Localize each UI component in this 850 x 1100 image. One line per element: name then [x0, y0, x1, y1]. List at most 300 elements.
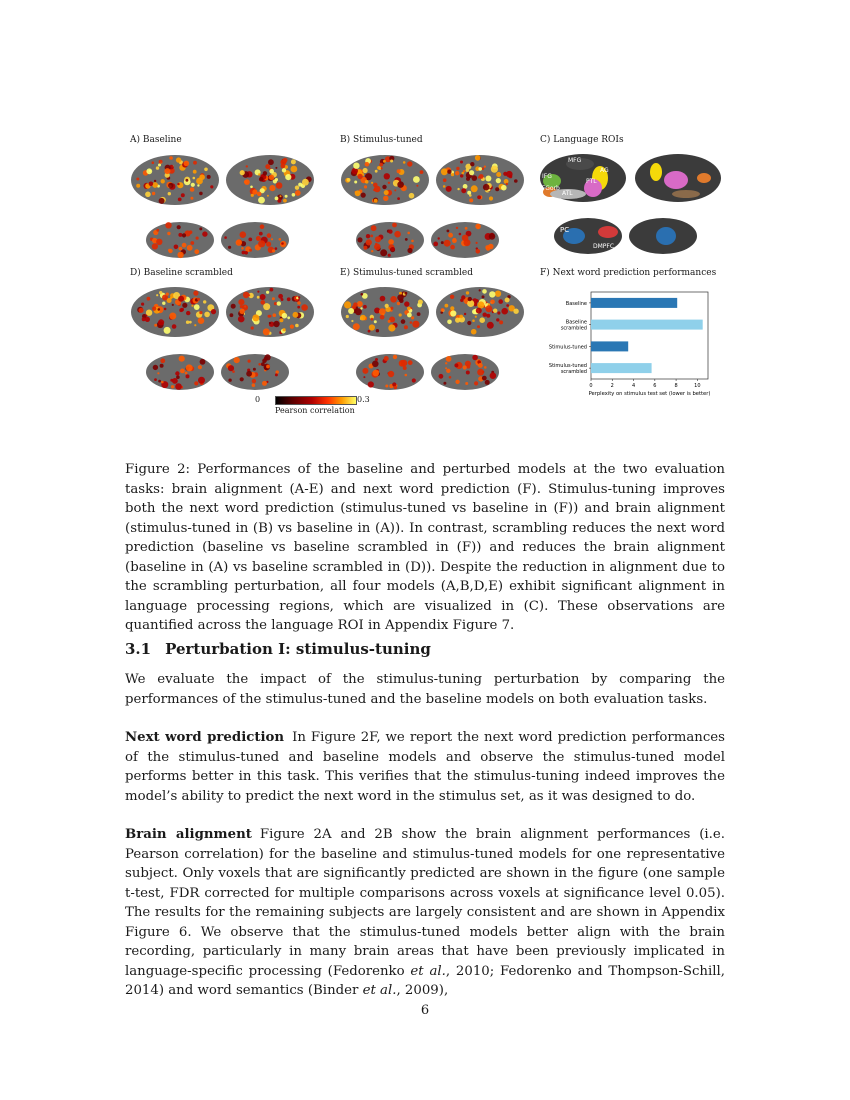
activation-blob: [182, 303, 187, 308]
activation-blob: [411, 240, 414, 243]
section-title: Perturbation I: stimulus-tuning: [165, 640, 431, 658]
activation-blob: [224, 236, 227, 239]
activation-blob: [471, 185, 478, 192]
activation-blob: [407, 313, 412, 318]
activation-blob: [295, 190, 301, 196]
activation-blob: [180, 369, 185, 374]
colorbar: [255, 395, 515, 425]
activation-blob: [156, 229, 159, 232]
activation-blob: [388, 254, 391, 257]
activation-blob: [175, 383, 182, 390]
activation-blob: [279, 318, 283, 322]
activation-blob: [194, 249, 199, 254]
activation-blob: [210, 185, 213, 188]
brain-text-1: Figure 2A and 2B show the brain alignment performances (i.e. Pearson correlation) for the baseline and stimulus-tuned models for one representative subject. Only voxels that are significantly predicted are shown in the figure (one sample t-test, FDR corrected for multiple comparisons across voxels at significance level 0.05). The results for the remaining subjects are largely consistent and are shown in Appendix Figure 6. We observe that the stimulus-tuned models better align with the brain recording, particularly in many brain areas that have been previously implicated in language-specific processing (Fedorenko: [125, 827, 725, 979]
activation-blob: [385, 304, 389, 308]
activation-blob: [469, 170, 474, 175]
activation-blob: [270, 288, 274, 292]
activation-blob: [489, 196, 493, 200]
activation-blob: [472, 355, 478, 361]
activation-blob: [374, 244, 381, 251]
activation-blob: [268, 315, 271, 318]
activation-blob: [405, 292, 408, 295]
colorbar-label: Pearson correlation: [275, 406, 355, 415]
category-label: Stimulus-tuned: [548, 344, 587, 351]
activation-blob: [485, 380, 490, 385]
activation-blob: [167, 298, 172, 303]
activation-blob: [450, 306, 454, 310]
activation-blob: [177, 225, 181, 229]
activation-blob: [174, 245, 179, 250]
activation-blob: [445, 362, 447, 364]
activation-blob: [476, 299, 479, 302]
activation-blob: [267, 233, 272, 238]
activation-blob: [193, 161, 197, 165]
activation-blob: [193, 177, 196, 180]
activation-blob: [176, 375, 180, 379]
activation-blob: [484, 166, 486, 168]
activation-blob: [418, 300, 423, 305]
activation-blob: [476, 242, 478, 244]
activation-blob: [171, 385, 174, 388]
activation-blob: [297, 306, 300, 309]
activation-blob: [486, 314, 490, 318]
activation-blob: [211, 309, 216, 314]
activation-blob: [231, 304, 236, 309]
activation-blob: [441, 168, 448, 175]
activation-blob: [371, 250, 373, 252]
activation-blob: [459, 233, 462, 236]
activation-blob: [454, 363, 458, 367]
activation-blob: [410, 321, 413, 324]
activation-blob: [446, 369, 450, 373]
category-label: scrambled: [560, 369, 587, 376]
activation-blob: [407, 248, 412, 253]
activation-blob: [146, 310, 152, 316]
activation-blob: [397, 302, 400, 305]
activation-blob: [353, 323, 360, 330]
activation-blob: [490, 300, 495, 305]
activation-blob: [152, 307, 156, 311]
brain-heading: Brain alignment: [125, 827, 252, 842]
activation-blob: [139, 308, 144, 313]
panel-d-title: D) Baseline scrambled: [130, 268, 233, 278]
x-tick-label: 4: [631, 383, 636, 389]
activation-blob: [283, 158, 288, 163]
activation-blob: [493, 309, 497, 313]
activation-blob: [448, 233, 453, 238]
activation-blob: [413, 176, 420, 183]
activation-blob: [483, 184, 490, 191]
roi-ifgorb-right-region: [697, 173, 711, 183]
activation-blob: [181, 193, 185, 197]
activation-blob: [152, 192, 155, 195]
activation-blob: [373, 189, 376, 192]
activation-blob: [199, 227, 202, 230]
activation-blob: [397, 181, 404, 188]
activation-blob: [443, 185, 446, 188]
activation-blob: [160, 364, 164, 368]
activation-blob: [292, 193, 296, 197]
activation-blob: [487, 322, 494, 329]
activation-blob: [397, 197, 400, 200]
activation-blob: [194, 381, 198, 385]
nwp-paragraph: [125, 728, 725, 806]
activation-blob: [159, 198, 165, 204]
activation-blob: [447, 230, 450, 233]
panel-a-title: A) Baseline: [130, 135, 182, 145]
activation-blob: [142, 317, 146, 321]
activation-blob: [384, 356, 389, 361]
roi-ptl-right-region: [664, 171, 688, 189]
brain-map-baseline: [130, 148, 315, 263]
activation-blob: [372, 361, 379, 368]
category-label: Stimulus-tuned: [548, 363, 587, 370]
activation-blob: [182, 243, 187, 248]
activation-blob: [297, 301, 301, 305]
activation-blob: [246, 371, 252, 377]
activation-blob: [443, 382, 446, 385]
activation-blob: [252, 314, 259, 321]
activation-blob: [357, 237, 362, 242]
activation-blob: [478, 176, 480, 178]
intro-paragraph: We evaluate the impact of the stimulus-tuning perturbation by comparing the performances of the stimulus-tuned and the baseline models on both evaluation tasks.: [125, 672, 725, 707]
activation-blob: [466, 177, 470, 181]
activation-blob: [373, 183, 378, 188]
activation-blob: [168, 249, 172, 253]
brain-text-3: , 2009),: [396, 983, 449, 998]
activation-blob: [246, 165, 248, 167]
activation-blob: [466, 371, 470, 375]
activation-blob: [290, 325, 294, 329]
activation-blob: [455, 380, 459, 384]
activation-blob: [157, 372, 159, 374]
activation-blob: [275, 373, 278, 376]
activation-blob: [152, 182, 158, 188]
activation-blob: [267, 195, 269, 197]
activation-blob: [159, 291, 162, 294]
activation-blob: [363, 168, 368, 173]
activation-blob: [258, 173, 260, 175]
brain-map-stimulus-tuned-scrambled: [340, 280, 525, 395]
activation-blob: [196, 178, 203, 185]
activation-blob: [141, 303, 144, 306]
activation-blob: [259, 232, 263, 236]
activation-blob: [198, 365, 202, 369]
activation-blob: [375, 236, 381, 242]
panel-e-title: E) Stimulus-tuned scrambled: [340, 268, 474, 278]
activation-blob: [176, 157, 181, 162]
activation-blob: [384, 173, 390, 179]
activation-blob: [479, 289, 481, 291]
activation-blob: [485, 176, 491, 182]
activation-blob: [258, 240, 265, 247]
x-tick-label: 10: [694, 383, 701, 389]
activation-blob: [253, 368, 256, 371]
activation-blob: [394, 231, 401, 238]
brain-etal-2: et al.: [362, 983, 397, 998]
activation-blob: [172, 324, 177, 329]
activation-blob: [293, 312, 299, 318]
nwp-text: In Figure 2F, we report the next word prediction performances of the stimulus-tuned and baseline models and observe the stimulus-tuned model performs better in this task. This verifies that the stimulus-tuning indeed improves the model’s ability to predict the next word in the stimulus set, as it was designed to do.: [125, 730, 725, 804]
activation-blob: [273, 321, 279, 327]
activation-blob: [513, 309, 518, 314]
activation-blob: [484, 366, 487, 369]
activation-blob: [384, 190, 389, 195]
activation-blob: [347, 178, 351, 182]
activation-blob: [136, 178, 139, 181]
nwp-heading: Next word prediction: [125, 730, 285, 745]
colorbar-min: 0: [255, 395, 261, 404]
activation-blob: [489, 233, 496, 240]
activation-blob: [156, 239, 162, 245]
activation-blob: [203, 300, 206, 303]
activation-blob: [456, 167, 459, 170]
activation-blob: [287, 316, 290, 319]
activation-blob: [466, 365, 470, 369]
activation-blob: [164, 308, 167, 311]
activation-blob: [490, 372, 497, 379]
activation-blob: [240, 377, 244, 381]
activation-blob: [472, 319, 475, 322]
activation-blob: [379, 308, 386, 315]
activation-blob: [239, 309, 244, 314]
activation-blob: [264, 357, 268, 361]
activation-blob: [388, 239, 394, 245]
activation-blob: [298, 296, 300, 298]
activation-blob: [365, 180, 369, 184]
activation-blob: [371, 318, 374, 321]
activation-blob: [368, 330, 371, 333]
activation-blob: [404, 325, 408, 329]
activation-blob: [392, 223, 397, 228]
activation-blob: [388, 324, 395, 331]
activation-blob: [302, 179, 309, 186]
activation-blob: [469, 194, 472, 197]
activation-blob: [361, 293, 364, 296]
activation-blob: [275, 197, 279, 201]
category-label: Baseline: [565, 300, 587, 307]
activation-blob: [466, 291, 469, 294]
activation-blob: [476, 249, 481, 254]
activation-blob: [258, 363, 261, 366]
activation-blob: [346, 315, 349, 318]
activation-blob: [252, 189, 257, 194]
activation-blob: [399, 313, 402, 316]
activation-blob: [252, 383, 256, 387]
activation-blob: [383, 160, 386, 163]
activation-blob: [154, 324, 157, 327]
activation-blob: [499, 320, 503, 324]
activation-blob: [276, 370, 279, 373]
x-tick-label: 2: [610, 383, 614, 389]
activation-blob: [197, 298, 200, 301]
activation-blob: [441, 308, 445, 312]
activation-blob: [282, 313, 288, 319]
activation-blob: [272, 249, 275, 252]
activation-blob: [200, 359, 206, 365]
activation-blob: [158, 319, 164, 325]
activation-blob: [230, 313, 234, 317]
activation-blob: [283, 328, 286, 331]
activation-blob: [455, 318, 460, 323]
activation-blob: [234, 357, 240, 363]
activation-blob: [477, 369, 484, 376]
activation-blob: [496, 172, 501, 177]
activation-blob: [295, 324, 299, 328]
activation-blob: [463, 170, 465, 172]
activation-blob: [186, 374, 190, 378]
activation-blob: [257, 192, 262, 197]
x-tick-label: 0: [589, 383, 593, 389]
activation-blob: [179, 356, 185, 362]
activation-blob: [393, 355, 397, 359]
colorbar-max: 0.3: [357, 395, 370, 404]
activation-blob: [379, 163, 383, 167]
activation-blob: [204, 168, 208, 172]
activation-blob: [380, 296, 386, 302]
activation-blob: [276, 182, 283, 189]
activation-blob: [443, 178, 447, 182]
activation-blob: [256, 236, 261, 241]
activation-blob: [370, 235, 373, 238]
activation-blob: [390, 296, 397, 303]
activation-blob: [403, 366, 407, 370]
roi-label-atl: ATL: [562, 190, 573, 197]
activation-blob: [260, 224, 265, 229]
x-tick-label: 8: [674, 383, 678, 389]
activation-blob: [344, 301, 351, 308]
activation-blob: [469, 198, 473, 202]
activation-blob: [168, 192, 171, 195]
activation-blob: [190, 197, 193, 200]
activation-blob: [451, 173, 454, 176]
activation-blob: [408, 360, 413, 365]
activation-blob: [271, 238, 273, 240]
activation-blob: [263, 328, 270, 335]
roi-label-mfg: MFG: [568, 157, 582, 164]
activation-blob: [377, 166, 381, 170]
activation-blob: [185, 179, 188, 182]
activation-blob: [177, 183, 179, 185]
brain-map-stimulus-tuned: [340, 148, 525, 263]
activation-blob: [390, 160, 393, 163]
activation-blob: [164, 327, 171, 334]
activation-blob: [477, 325, 480, 328]
roi-label-ifgorb: IFGorb: [540, 185, 560, 192]
activation-blob: [363, 305, 367, 309]
activation-blob: [404, 301, 409, 306]
activation-blob: [207, 175, 211, 179]
activation-blob: [497, 311, 500, 314]
activation-blob: [371, 182, 373, 184]
activation-blob: [240, 231, 247, 238]
activation-blob: [268, 159, 274, 165]
activation-blob: [164, 168, 170, 174]
activation-blob: [368, 381, 374, 387]
section-number: 3.1: [125, 640, 152, 658]
activation-blob: [194, 324, 196, 326]
activation-blob: [503, 172, 507, 176]
activation-blob: [158, 308, 161, 311]
activation-blob: [373, 370, 380, 377]
activation-blob: [482, 289, 487, 294]
activation-blob: [187, 245, 193, 251]
activation-blob: [251, 194, 254, 197]
activation-blob: [159, 160, 163, 164]
activation-blob: [287, 297, 291, 301]
activation-blob: [353, 302, 358, 307]
activation-blob: [240, 305, 243, 308]
activation-blob: [383, 196, 388, 201]
activation-blob: [178, 198, 182, 202]
category-label: Baseline: [565, 319, 587, 326]
activation-blob: [291, 159, 296, 164]
activation-blob: [412, 378, 416, 382]
brain-map-baseline-scrambled: [130, 280, 315, 395]
activation-blob: [462, 235, 469, 242]
activation-blob: [501, 308, 508, 315]
activation-blob: [371, 225, 377, 231]
activation-blob: [281, 298, 284, 301]
panel-f-title: F) Next word prediction performances: [540, 268, 717, 278]
activation-blob: [242, 251, 246, 255]
activation-blob: [496, 318, 499, 321]
activation-blob: [263, 171, 267, 175]
activation-blob: [152, 243, 158, 249]
activation-blob: [162, 302, 165, 305]
activation-blob: [465, 382, 468, 385]
activation-blob: [182, 233, 186, 237]
activation-blob: [178, 233, 182, 237]
activation-blob: [439, 374, 444, 379]
activation-blob: [186, 321, 189, 324]
bar-stimulus-tuned-scrambled: [591, 363, 652, 373]
activation-blob: [470, 162, 474, 166]
activation-blob: [441, 241, 444, 244]
activation-blob: [273, 313, 277, 317]
activation-blob: [291, 166, 298, 173]
activation-blob: [417, 312, 421, 316]
activation-blob: [190, 187, 195, 192]
activation-blob: [364, 185, 367, 188]
activation-blob: [509, 175, 512, 178]
activation-blob: [178, 296, 184, 302]
activation-blob: [240, 170, 245, 175]
x-tick-label: 6: [653, 383, 657, 389]
activation-blob: [360, 315, 366, 321]
activation-blob: [158, 164, 161, 167]
activation-blob: [199, 192, 203, 196]
activation-blob: [169, 313, 176, 320]
activation-blob: [411, 316, 414, 319]
activation-blob: [477, 195, 481, 199]
activation-blob: [455, 171, 459, 175]
activation-blob: [459, 315, 463, 319]
activation-blob: [399, 292, 402, 295]
activation-blob: [259, 177, 264, 182]
activation-blob: [495, 291, 501, 297]
activation-blob: [355, 190, 361, 196]
activation-blob: [362, 368, 368, 374]
activation-blob: [357, 301, 363, 307]
activation-blob: [476, 308, 482, 314]
activation-blob: [486, 247, 490, 251]
activation-blob: [464, 313, 466, 315]
activation-blob: [275, 247, 278, 250]
activation-blob: [275, 167, 277, 169]
activation-blob: [177, 252, 183, 258]
